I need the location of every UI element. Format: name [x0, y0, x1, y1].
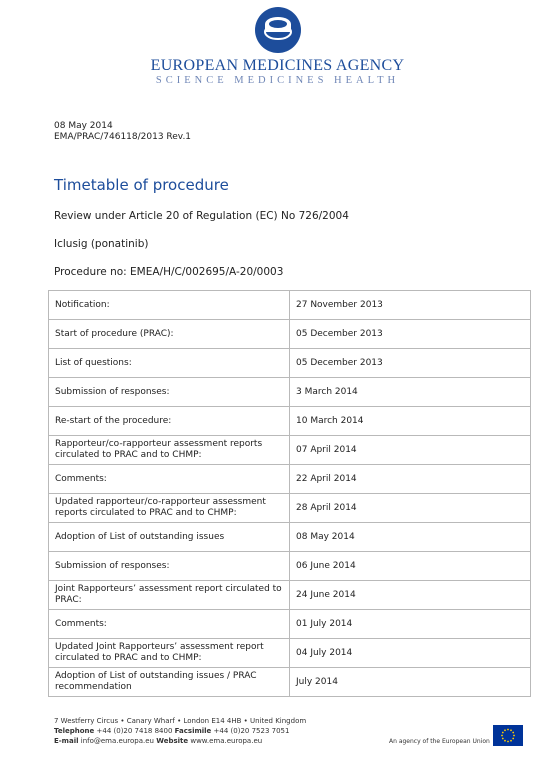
website-link[interactable]: www.ema.europa.eu — [190, 737, 263, 745]
step-cell: Joint Rapporteurs’ assessment report circulated to PRAC: — [49, 581, 290, 610]
step-cell: Notification: — [49, 291, 290, 320]
table-row — [49, 668, 531, 697]
website-label: Website — [156, 737, 189, 745]
table-row — [49, 291, 531, 320]
step-cell: Comments: — [49, 465, 290, 494]
procedure-number: Procedure no: EMEA/H/C/002695/A-20/0003 — [54, 266, 284, 278]
date-cell: 10 March 2014 — [290, 407, 531, 436]
footer-contact-line — [54, 736, 306, 746]
email-link[interactable]: info@ema.europa.eu — [80, 737, 154, 745]
table-row — [49, 494, 531, 523]
date-cell: 01 July 2014 — [290, 610, 531, 639]
step-cell: List of questions: — [49, 349, 290, 378]
date-cell: 28 April 2014 — [290, 494, 531, 523]
table-row — [49, 320, 531, 349]
step-cell: Submission of responses: — [49, 552, 290, 581]
email-label: E-mail — [54, 737, 79, 745]
date-cell: 3 March 2014 — [290, 378, 531, 407]
table-row — [49, 581, 531, 610]
telephone-label: Telephone — [54, 727, 95, 735]
facsimile-value: +44 (0)20 7523 7051 — [213, 727, 290, 735]
step-cell: Adoption of List of outstanding issues — [49, 523, 290, 552]
document-reference: EMA/PRAC/746118/2013 Rev.1 — [54, 132, 192, 142]
step-cell: Re-start of the procedure: — [49, 407, 290, 436]
footer-phone-line — [54, 726, 306, 736]
timetable-table — [48, 290, 531, 697]
step-cell: Adoption of List of outstanding issues / PRAC recommendation — [49, 668, 290, 697]
table-row — [49, 378, 531, 407]
step-cell: Updated rapporteur/co-rapporteur assessment reports circulated to PRAC and to CHMP: — [49, 494, 290, 523]
eu-flag-icon — [493, 725, 523, 746]
step-cell: Submission of responses: — [49, 378, 290, 407]
org-tagline: SCIENCE MEDICINES HEALTH — [155, 75, 400, 86]
step-cell: Rapporteur/co-rapporteur assessment reports circulated to PRAC and to CHMP: — [49, 436, 290, 465]
step-cell: Updated Joint Rapporteurs’ assessment report circulated to PRAC and to CHMP: — [49, 639, 290, 668]
date-cell: July 2014 — [290, 668, 531, 697]
date-cell: 08 May 2014 — [290, 523, 531, 552]
table-row — [49, 349, 531, 378]
date-cell: 22 April 2014 — [290, 465, 531, 494]
table-row — [49, 610, 531, 639]
agency-note: An agency of the European Union — [389, 738, 490, 745]
date-cell: 04 July 2014 — [290, 639, 531, 668]
telephone-value: +44 (0)20 7418 8400 — [96, 727, 173, 735]
table-row — [49, 552, 531, 581]
date-cell: 24 June 2014 — [290, 581, 531, 610]
table-row — [49, 465, 531, 494]
ema-logo-icon — [254, 6, 302, 54]
date-cell: 06 June 2014 — [290, 552, 531, 581]
step-cell: Start of procedure (PRAC): — [49, 320, 290, 349]
date-cell: 27 November 2013 — [290, 291, 531, 320]
review-subtitle: Review under Article 20 of Regulation (EC) No 726/2004 — [54, 210, 349, 222]
table-row — [49, 407, 531, 436]
date-cell: 05 December 2013 — [290, 349, 531, 378]
date-cell: 07 April 2014 — [290, 436, 531, 465]
step-cell: Comments: — [49, 610, 290, 639]
table-row — [49, 436, 531, 465]
document-date: 08 May 2014 — [54, 121, 113, 131]
footer-address: 7 Westferry Circus • Canary Wharf • London E14 4HB • United Kingdom — [54, 717, 307, 725]
product-name: Iclusig (ponatinib) — [54, 238, 149, 250]
table-row — [49, 639, 531, 668]
header-logo — [0, 6, 555, 87]
date-cell: 05 December 2013 — [290, 320, 531, 349]
facsimile-label: Facsimile — [174, 727, 212, 735]
page-title: Timetable of procedure — [54, 176, 229, 194]
document-meta — [54, 121, 191, 143]
org-name: EUROPEAN MEDICINES AGENCY — [150, 57, 405, 74]
table-row — [49, 523, 531, 552]
footer — [54, 716, 306, 746]
